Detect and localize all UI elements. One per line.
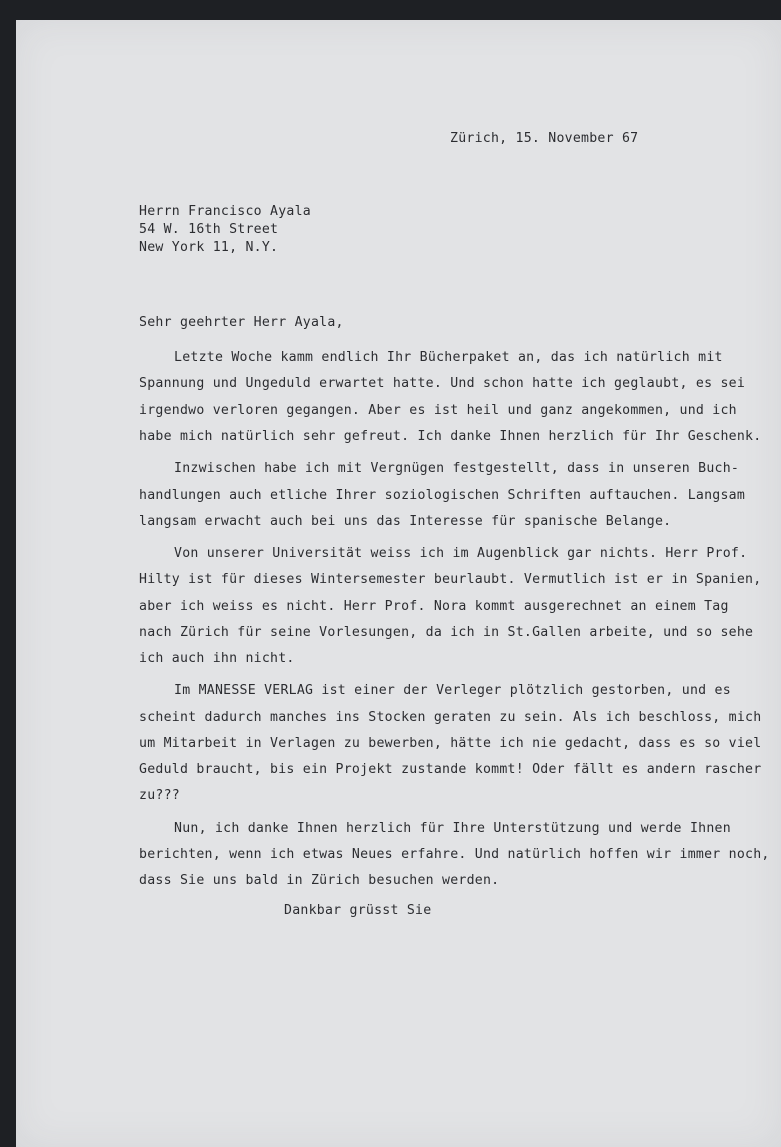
paragraph-1-line-2: Spannung und Ungeduld erwartet hatte. Und schon hatte ich geglaubt, es sei [139, 376, 746, 391]
paragraph-2-line-3: langsam erwacht auch bei uns das Interesse für spanische Belange. [139, 514, 672, 529]
recipient-street: 54 W. 16th Street [139, 222, 279, 237]
paragraph-4-line-1: Im MANESSE VERLAG ist einer der Verleger plötzlich gestorben, und es [174, 683, 731, 698]
paragraph-3-line-1: Von unserer Universität weiss ich im Augenblick gar nichts. Herr Prof. [174, 546, 748, 561]
paragraph-5-line-2: berichten, wenn ich etwas Neues erfahre. Und natürlich hoffen wir immer noch, [139, 847, 770, 862]
paragraph-3-line-4: nach Zürich für seine Vorlesungen, da ich in St.Gallen arbeite, und so sehe [139, 625, 754, 640]
paragraph-4-line-2: scheint dadurch manches ins Stocken geraten zu sein. Als ich beschloss, mich [139, 710, 762, 725]
paragraph-4-line-5: zu??? [139, 788, 180, 803]
paragraph-1-line-1: Letzte Woche kamm endlich Ihr Bücherpaket an, das ich natürlich mit [174, 350, 723, 365]
salutation: Sehr geehrter Herr Ayala, [139, 315, 344, 330]
paragraph-5-line-1: Nun, ich danke Ihnen herzlich für Ihre Unterstützung und werde Ihnen [174, 821, 731, 836]
paragraph-4-line-3: um Mitarbeit in Verlagen zu bewerben, hätte ich nie gedacht, dass es so viel [139, 736, 762, 751]
paragraph-4-line-4: Geduld braucht, bis ein Projekt zustande kommt! Oder fällt es andern rascher [139, 762, 762, 777]
date-line: Zürich, 15. November 67 [450, 131, 639, 146]
recipient-name: Herrn Francisco Ayala [139, 204, 311, 219]
paragraph-2-line-1: Inzwischen habe ich mit Vergnügen festgestellt, dass in unseren Buch- [174, 461, 740, 476]
recipient-city: New York 11, N.Y. [139, 240, 279, 255]
paragraph-5-line-3: dass Sie uns bald in Zürich besuchen werden. [139, 873, 500, 888]
letter-page [16, 20, 781, 1147]
paragraph-1-line-4: habe mich natürlich sehr gefreut. Ich danke Ihnen herzlich für Ihr Geschenk. [139, 429, 762, 444]
closing: Dankbar grüsst Sie [284, 903, 432, 918]
paragraph-3-line-5: ich auch ihn nicht. [139, 651, 295, 666]
paragraph-2-line-2: handlungen auch etliche Ihrer soziologischen Schriften auftauchen. Langsam [139, 488, 746, 503]
paragraph-3-line-3: aber ich weiss es nicht. Herr Prof. Nora kommt ausgerechnet an einem Tag [139, 599, 729, 614]
paragraph-3-line-2: Hilty ist für dieses Wintersemester beurlaubt. Vermutlich ist er in Spanien, [139, 572, 762, 587]
paragraph-1-line-3: irgendwo verloren gegangen. Aber es ist heil und ganz angekommen, und ich [139, 403, 737, 418]
